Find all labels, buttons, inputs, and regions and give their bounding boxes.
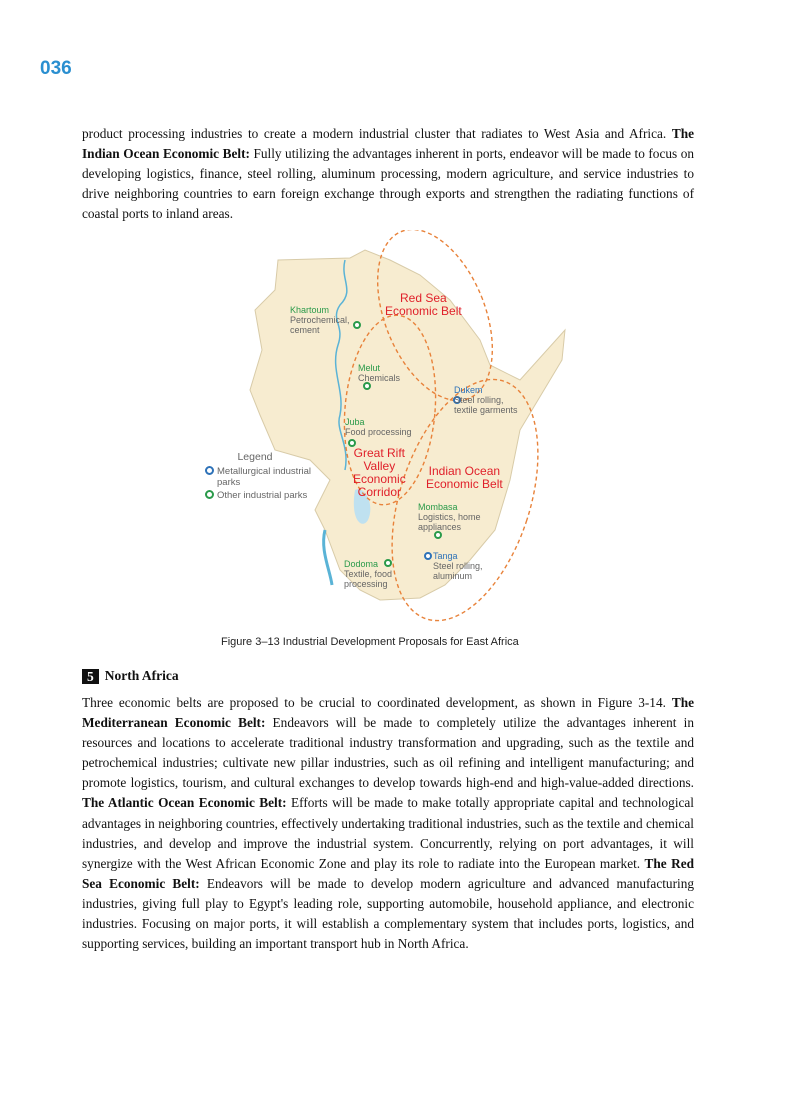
paragraph-intro: Three economic belts are proposed to be crucial to coordinated development, as shown in Figure 3-14. — [82, 695, 666, 710]
legend-title: Legend — [237, 451, 273, 463]
belt-heading-mediterranean: The Mediterranean Economic Belt: — [82, 695, 695, 731]
east-africa-map — [190, 230, 570, 630]
indian-ocean-label: Indian Ocean Economic Belt — [426, 464, 503, 491]
map-legend — [205, 452, 311, 501]
paragraph-body: Efforts will be made to make totally appropriate capital and technological advantages in neighboring countries, effectively undertaking traditional industries, such as the textile and chemical industries, and develop and improve the industrial system. Concurrently, relying on port advantages, it will synergize with the West African Economic Zone and play its role to radiate into the European market. — [82, 795, 695, 871]
section-number: 5 — [82, 669, 99, 684]
city-juba: Juba Food processing — [345, 417, 412, 437]
paragraph-body: Endeavors will be made to develop modern agriculture and advanced manufacturing industries, giving full play to Egypt's leading role, supporting automobile, household appliance, and electronic industries. Focusing on major ports, it will establish a complementary system that includes ports, logistics, and supporting services, building an important transport hub in North Africa. — [82, 875, 694, 952]
green-circle-icon — [205, 490, 214, 499]
city-tanga: Tanga Steel rolling, aluminum — [433, 551, 483, 581]
page-number: 036 — [40, 58, 72, 79]
paragraph-indian-ocean — [82, 124, 694, 224]
legend-other: Other industrial parks — [205, 490, 311, 501]
city-dukem: Dukem Steel rolling, textile garments — [454, 385, 518, 415]
paragraph-intro: product processing industries to create a modern industrial cluster that radiates to West Asia and Africa. — [82, 126, 667, 141]
belt-heading: The Indian Ocean Economic Belt: — [82, 126, 694, 162]
figure-caption: Figure 3–13 Industrial Development Proposals for East Africa — [221, 636, 519, 648]
city-mombasa: Mombasa Logistics, home appliances — [418, 502, 481, 532]
paragraph-north-africa — [82, 693, 694, 954]
paragraph-body: Fully utilizing the advantages inherent in ports, endeavor will be made to focus on developing logistics, finance, steel rolling, aluminum processing, modern agriculture, and service industries to drive neighboring countries to earn foreign exchange through exports and strengthen the radiating functions of coastal ports to inland areas. — [82, 146, 694, 222]
city-melut: Melut Chemicals — [358, 363, 401, 383]
legend-metallurgical: Metallurgical industrial parks — [205, 466, 311, 488]
blue-circle-icon — [205, 466, 214, 475]
mombasa-marker — [435, 532, 441, 538]
melut-marker — [364, 383, 370, 389]
paragraph-body: Endeavors will be made to completely utilize the advantages inherent in resources and locations to accelerate traditional industry transformation and upgrading, such as the textile and petrochemical industries; cultivate new pillar industries, such as oil refining and intelligent manufacturing; and promote logistics, tourism, and cultural exchanges to develop towards high-end and high-value-added directions. — [82, 715, 694, 791]
belt-heading-red-sea: The Red Sea Economic Belt: — [82, 855, 694, 891]
rift-valley-label: Great Rift Valley Economic Corridor — [353, 446, 406, 499]
tanga-marker — [425, 553, 431, 559]
belt-heading-atlantic: The Atlantic Ocean Economic Belt: — [82, 795, 287, 811]
khartoum-marker — [354, 322, 360, 328]
city-khartoum: Khartoum Petrochemical, cement — [290, 305, 350, 335]
section-title: North Africa — [104, 668, 179, 683]
section-heading — [82, 668, 179, 684]
red-sea-belt-label: Red Sea Economic Belt — [385, 291, 462, 318]
city-dodoma: Dodoma Textile, food processing — [344, 559, 393, 589]
